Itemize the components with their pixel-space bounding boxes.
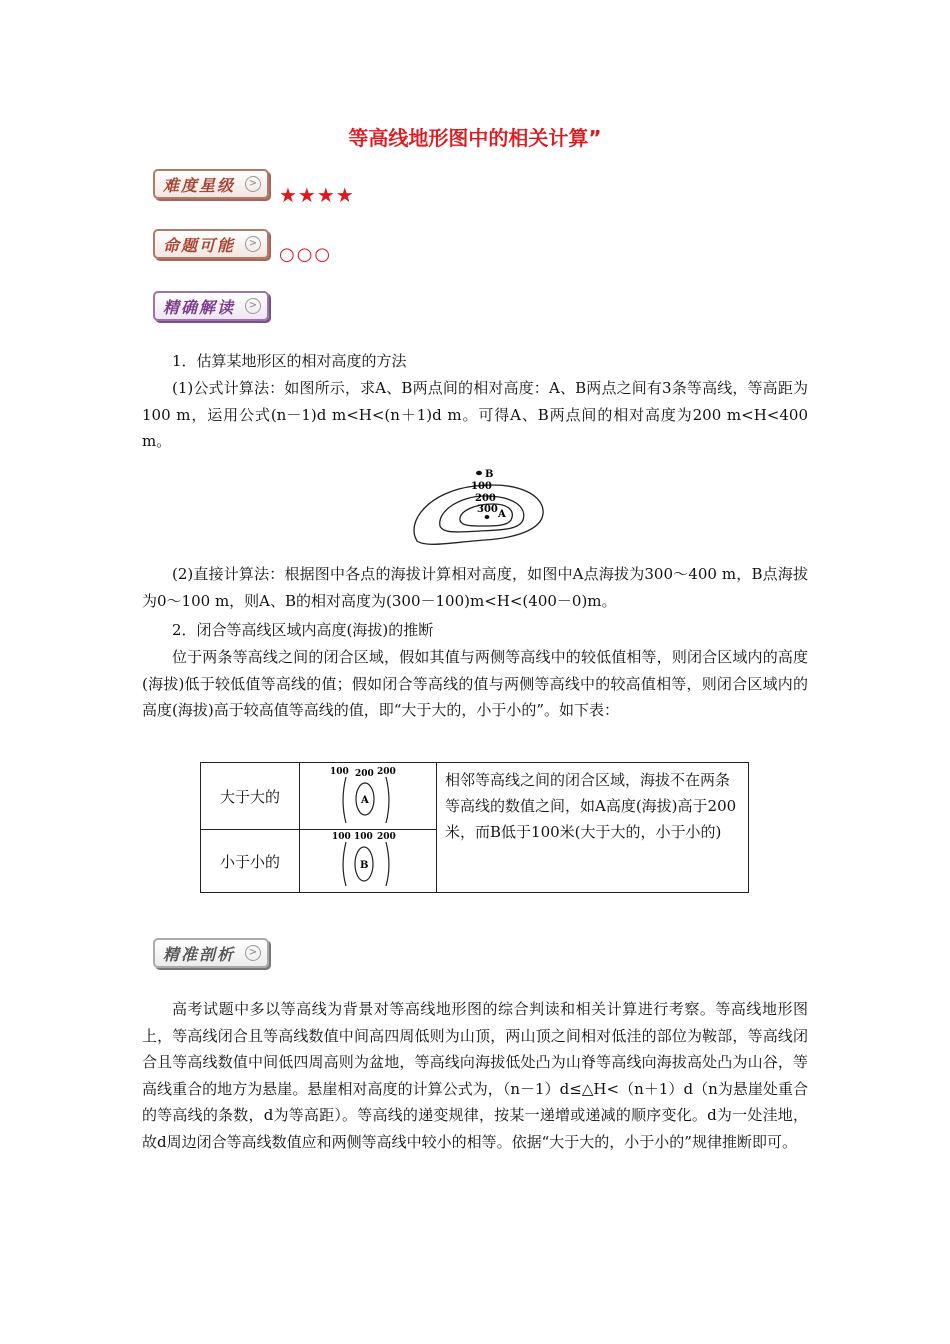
- section2-heading: 2．闭合等高线区域内高度(海拔)的推断: [172, 621, 434, 639]
- row-label-less: 小于小的: [201, 830, 300, 893]
- difficulty-badge: [153, 169, 269, 199]
- section2-body: 位于两条等高线之间的闭合区域，假如其值与两侧等高线中的较低值相等，则闭合区域内的高度(海拔)低于较低值等高线的值；假如闭合等高线的值与两侧等高线中的较高值相等，则闭合区域内的高度(海拔)高于较高值等高线的值，即“大于大的，小于小的”。如下表：: [142, 648, 808, 719]
- label-a: A: [498, 509, 506, 520]
- probability-circles: ○○○: [279, 244, 333, 265]
- label-300: 300: [477, 504, 498, 515]
- arrow-right-icon: >: [245, 176, 261, 192]
- svg-text:100: 100: [354, 832, 373, 842]
- svg-text:200: 200: [377, 767, 396, 777]
- arrow-right-icon: >: [245, 236, 261, 252]
- figure-less-cell: [300, 830, 437, 893]
- svg-text:B: B: [360, 860, 369, 871]
- comparison-table: [200, 762, 749, 893]
- section1-method1: (1)公式计算法：如图所示，求A、B两点间的相对高度：A、B两点之间有3条等高线，等高距为100 m，运用公式(n－1)d m<H<(n＋1)d m。可得A、B两点间的相对高度为200 m<H<400 m。: [142, 379, 808, 450]
- analysis-badge: [153, 938, 269, 968]
- table-description: 相邻等高线之间的闭合区域，海拔不在两条等高线的数值之间，如A高度(海拔)高于200米，而B低于100米(大于大的，小于小的): [437, 763, 749, 893]
- table-row: [201, 763, 749, 830]
- label-b: B: [485, 469, 494, 480]
- svg-text:100: 100: [332, 832, 351, 842]
- probability-badge: [153, 229, 269, 259]
- point-a-marker: [485, 515, 490, 519]
- label-200: 200: [475, 493, 496, 504]
- analysis-badge-label: 精准剖析: [163, 944, 236, 964]
- analysis-text: 高考试题中多以等高线为背景对等高线地形图的综合判读和相关计算进行考察。等高线地形图上，等高线闭合且等高线数值中间高四周低则为山顶，两山顶之间相对低洼的部位为鞍部，等高线闭合且等高线数值中间低四周高则为盆地，等高线向海拔低处凸为山脊等高线向海拔高处凸为山谷，等高线重合的地方为悬崖。悬崖相对高度的计算公式为，（n－1）d≤△H<（n＋1）d（n为悬崖处重合的等高线的条数，d为等高距）。等高线的递变规律，按某一递增或递减的顺序变化。d为一处洼地，故d周边闭合等高线数值应和两侧等高线中较小的相等。依据“大于大的，小于小的”规律推断即可。: [142, 1000, 808, 1151]
- interpretation-badge-label: 精确解读: [163, 297, 236, 317]
- point-b-marker: [476, 471, 482, 475]
- probability-badge-label: 命题可能: [163, 235, 236, 255]
- contour-greater-figure: [328, 763, 408, 825]
- svg-text:A: A: [361, 795, 369, 806]
- svg-text:200: 200: [355, 769, 374, 779]
- svg-text:100: 100: [330, 767, 349, 777]
- section1-method2: (2)直接计算法：根据图中各点的海拔计算相对高度，如图中A点海拔为300～400 m，B点海拔为0～100 m，则A、B的相对高度为(300－100)m<H<(400－0)m。: [142, 565, 808, 610]
- page-title: 等高线地形图中的相关计算”: [348, 126, 602, 150]
- contour-less-figure: [328, 830, 408, 888]
- label-100: 100: [471, 481, 492, 492]
- section1-heading: 1．估算某地形区的相对高度的方法: [172, 352, 407, 370]
- arrow-right-icon: >: [245, 945, 261, 961]
- difficulty-stars: ★★★★: [279, 183, 355, 207]
- svg-text:200: 200: [377, 832, 396, 842]
- interpretation-badge: [153, 291, 269, 321]
- figure-greater-cell: [300, 763, 437, 830]
- arrow-right-icon: >: [245, 298, 261, 314]
- contour-figure: [405, 466, 555, 556]
- difficulty-badge-label: 难度星级: [163, 175, 236, 195]
- row-label-greater: 大于大的: [201, 763, 300, 830]
